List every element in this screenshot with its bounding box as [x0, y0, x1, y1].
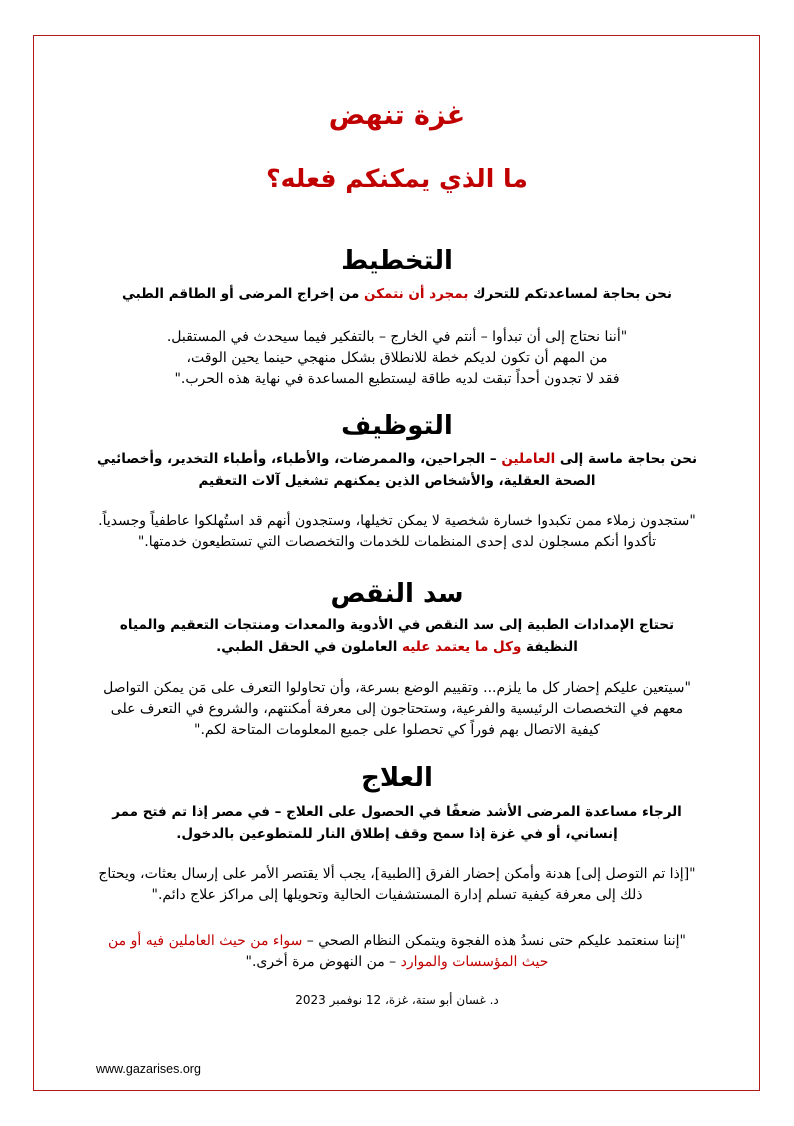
section-title-planning: التخطيط [341, 246, 453, 276]
section-lead-staffing: نحن بحاجة ماسة إلى العاملين – الجراحين، والممرضات، والأطباء، وأطباء التخدير، وأخصائيي الصحة العقلية، والأشخاص الذين يمكنهم تشغيل آلات التعقيم [96, 451, 698, 489]
section-title-treatment: العلاج [361, 763, 433, 793]
page-title: غزة تنهض [328, 100, 466, 131]
footer-link[interactable]: www.gazarises.org [96, 1062, 201, 1076]
section-quote-treatment: "[إذا تم التوصل إلى] هدنة وأمكن إحضار الفرق [الطبية]، يجب ألا يقتصر الأمر على إرسال بعثات، ويحتاج ذلك إلى معرفة كيفية تسلم إدارة المستشفيات الحالية وتحويلها إلى مراكز علاج دائم." [98, 866, 696, 903]
section-quote-supplies: "سيتعين عليكم إحضار كل ما يلزم... وتقييم الوضع بسرعة، وأن تحاولوا التعرف على مَن يمكن التواصل معهم في التخصصات الرئيسية والفرعية، وستحتاجون إلى معرفة أمكنتهم، والشروع في التعرف على كيفية الاتصال بهم فوراً كي تحصلوا على جميع المعلومات المتاحة لكم." [103, 680, 691, 738]
section-lead-supplies: تحتاج الإمدادات الطبية إلى سد النقص في الأدوية والمعدات ومنتجات التعقيم والمياه النظيفة وكل ما يعتمد عليه العاملون في الحقل الطبي. [119, 617, 675, 655]
signature: د. غسان أبو ستة، غزة، 12 نوفمبر 2023 [295, 993, 499, 1007]
page-subtitle: ما الذي يمكنكم فعله؟ [266, 164, 528, 193]
section-quote-staffing: "ستجدون زملاء ممن تكبدوا خسارة شخصية لا يمكن تخيلها، وستجدون أنهم قد استُهلكوا عاطفياً وجسدياً. تأكدوا أنكم مسجلون لدى إحدى المنظمات للخدمات والتخصصات التي تستطيعون خدمتها." [98, 513, 696, 550]
section-title-staffing: التوظيف [341, 411, 453, 441]
section-lead-treatment: الرجاء مساعدة المرضى الأشد ضعفًا في الحصول على العلاج – في مصر إذا تم فتح ممر إنساني، أو في غزة إذا سمح وقف إطلاق النار للمتطوعين بالدخول. [112, 804, 682, 842]
section-lead-planning: نحن بحاجة لمساعدتكم للتحرك بمجرد أن نتمكن من إخراج المرضى أو الطاقم الطبي [122, 286, 672, 302]
section-title-supplies: سد النقص [330, 579, 464, 609]
section-quote-planning: "أننا نحتاج إلى أن تبدأوا – أنتم في الخارج – بالتفكير فيما سيحدث في المستقبل. من المهم أن تكون لديكم خطة للانطلاق بشكل منهجي حينما يحين الوقت، فقد لا تجدون أحداً تبقت لديه طاقة ليستطيع المساعدة في نهاية هذه الحرب." [166, 329, 628, 387]
section-quote-treatment-2: "إننا سنعتمد عليكم حتى نسدُ هذه الفجوة ويتمكن النظام الصحي – سواء من حيث العاملين فيه أو من حيث المؤسسات والموارد – من النهوض مرة أخرى." [107, 933, 686, 970]
